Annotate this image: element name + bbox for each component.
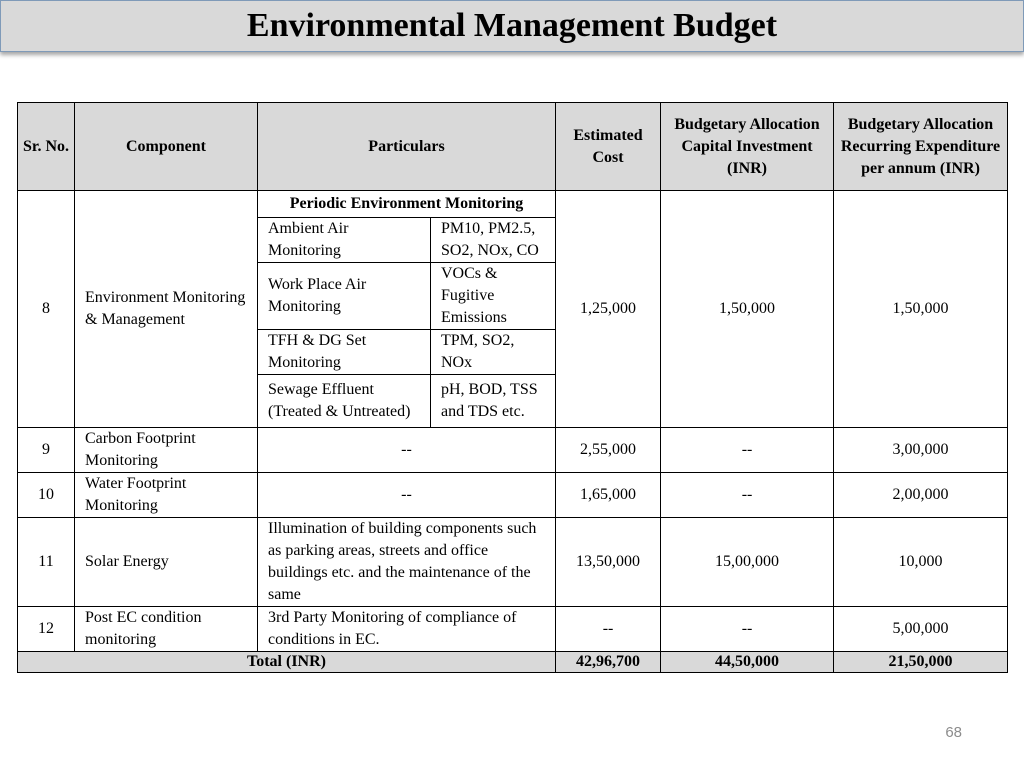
particulars-cell: Illumination of building components such as parking areas, streets and office buildings etc. and the maintenance of the same — [258, 518, 556, 607]
capital-cell: 15,00,000 — [661, 518, 834, 607]
particulars-cell: -- — [258, 473, 556, 518]
header-recurring-expenditure: Budgetary Allocation Recurring Expenditure per annum (INR) — [834, 103, 1008, 191]
page-title: Environmental Management Budget — [246, 7, 778, 44]
sr-no-cell: 8 — [18, 191, 75, 428]
monitoring-item-params: PM10, PM2.5, SO2, NOx, CO — [431, 218, 556, 263]
monitoring-item-params: TPM, SO2, NOx — [431, 330, 556, 375]
sr-no-cell: 10 — [18, 473, 75, 518]
monitoring-item-name: Sewage Effluent (Treated & Untreated) — [258, 375, 431, 428]
total-recurring: 21,50,000 — [834, 652, 1008, 673]
particulars-cell: -- — [258, 428, 556, 473]
sr-no-cell: 12 — [18, 607, 75, 652]
particulars-subheading: Periodic Environment Monitoring — [258, 191, 556, 218]
monitoring-item-params: pH, BOD, TSS and TDS etc. — [431, 375, 556, 428]
total-row — [18, 652, 1008, 673]
header-row — [18, 103, 1008, 191]
table-row — [18, 428, 1008, 473]
page-number: 68 — [945, 724, 962, 741]
capital-cell: -- — [661, 473, 834, 518]
total-label: Total (INR) — [18, 652, 556, 673]
header-sr-no: Sr. No. — [18, 103, 75, 191]
recurring-cell: 5,00,000 — [834, 607, 1008, 652]
estimated-cost-cell: -- — [556, 607, 661, 652]
component-cell: Carbon Footprint Monitoring — [75, 428, 258, 473]
component-cell: Post EC condition monitoring — [75, 607, 258, 652]
recurring-cell: 10,000 — [834, 518, 1008, 607]
table-row — [18, 607, 1008, 652]
header-capital-investment: Budgetary Allocation Capital Investment (INR) — [661, 103, 834, 191]
table-row — [18, 518, 1008, 607]
monitoring-item-name: Work Place Air Monitoring — [258, 263, 431, 330]
table-row — [18, 191, 1008, 218]
budget-table — [17, 102, 1008, 673]
particulars-cell: 3rd Party Monitoring of compliance of conditions in EC. — [258, 607, 556, 652]
component-cell: Environment Monitoring & Management — [75, 191, 258, 428]
sr-no-cell: 9 — [18, 428, 75, 473]
estimated-cost-cell: 2,55,000 — [556, 428, 661, 473]
sr-no-cell: 11 — [18, 518, 75, 607]
title-bar — [0, 0, 1024, 52]
header-estimated-cost: Estimated Cost — [556, 103, 661, 191]
capital-cell: -- — [661, 428, 834, 473]
recurring-cell: 2,00,000 — [834, 473, 1008, 518]
estimated-cost-cell: 1,25,000 — [556, 191, 661, 428]
recurring-cell: 1,50,000 — [834, 191, 1008, 428]
estimated-cost-cell: 13,50,000 — [556, 518, 661, 607]
total-estimated-cost: 42,96,700 — [556, 652, 661, 673]
table-row — [18, 473, 1008, 518]
recurring-cell: 3,00,000 — [834, 428, 1008, 473]
monitoring-item-params: VOCs & Fugitive Emissions — [431, 263, 556, 330]
capital-cell: 1,50,000 — [661, 191, 834, 428]
capital-cell: -- — [661, 607, 834, 652]
monitoring-item-name: Ambient Air Monitoring — [258, 218, 431, 263]
total-capital: 44,50,000 — [661, 652, 834, 673]
component-cell: Solar Energy — [75, 518, 258, 607]
monitoring-item-name: TFH & DG Set Monitoring — [258, 330, 431, 375]
header-component: Component — [75, 103, 258, 191]
estimated-cost-cell: 1,65,000 — [556, 473, 661, 518]
component-cell: Water Footprint Monitoring — [75, 473, 258, 518]
header-particulars: Particulars — [258, 103, 556, 191]
